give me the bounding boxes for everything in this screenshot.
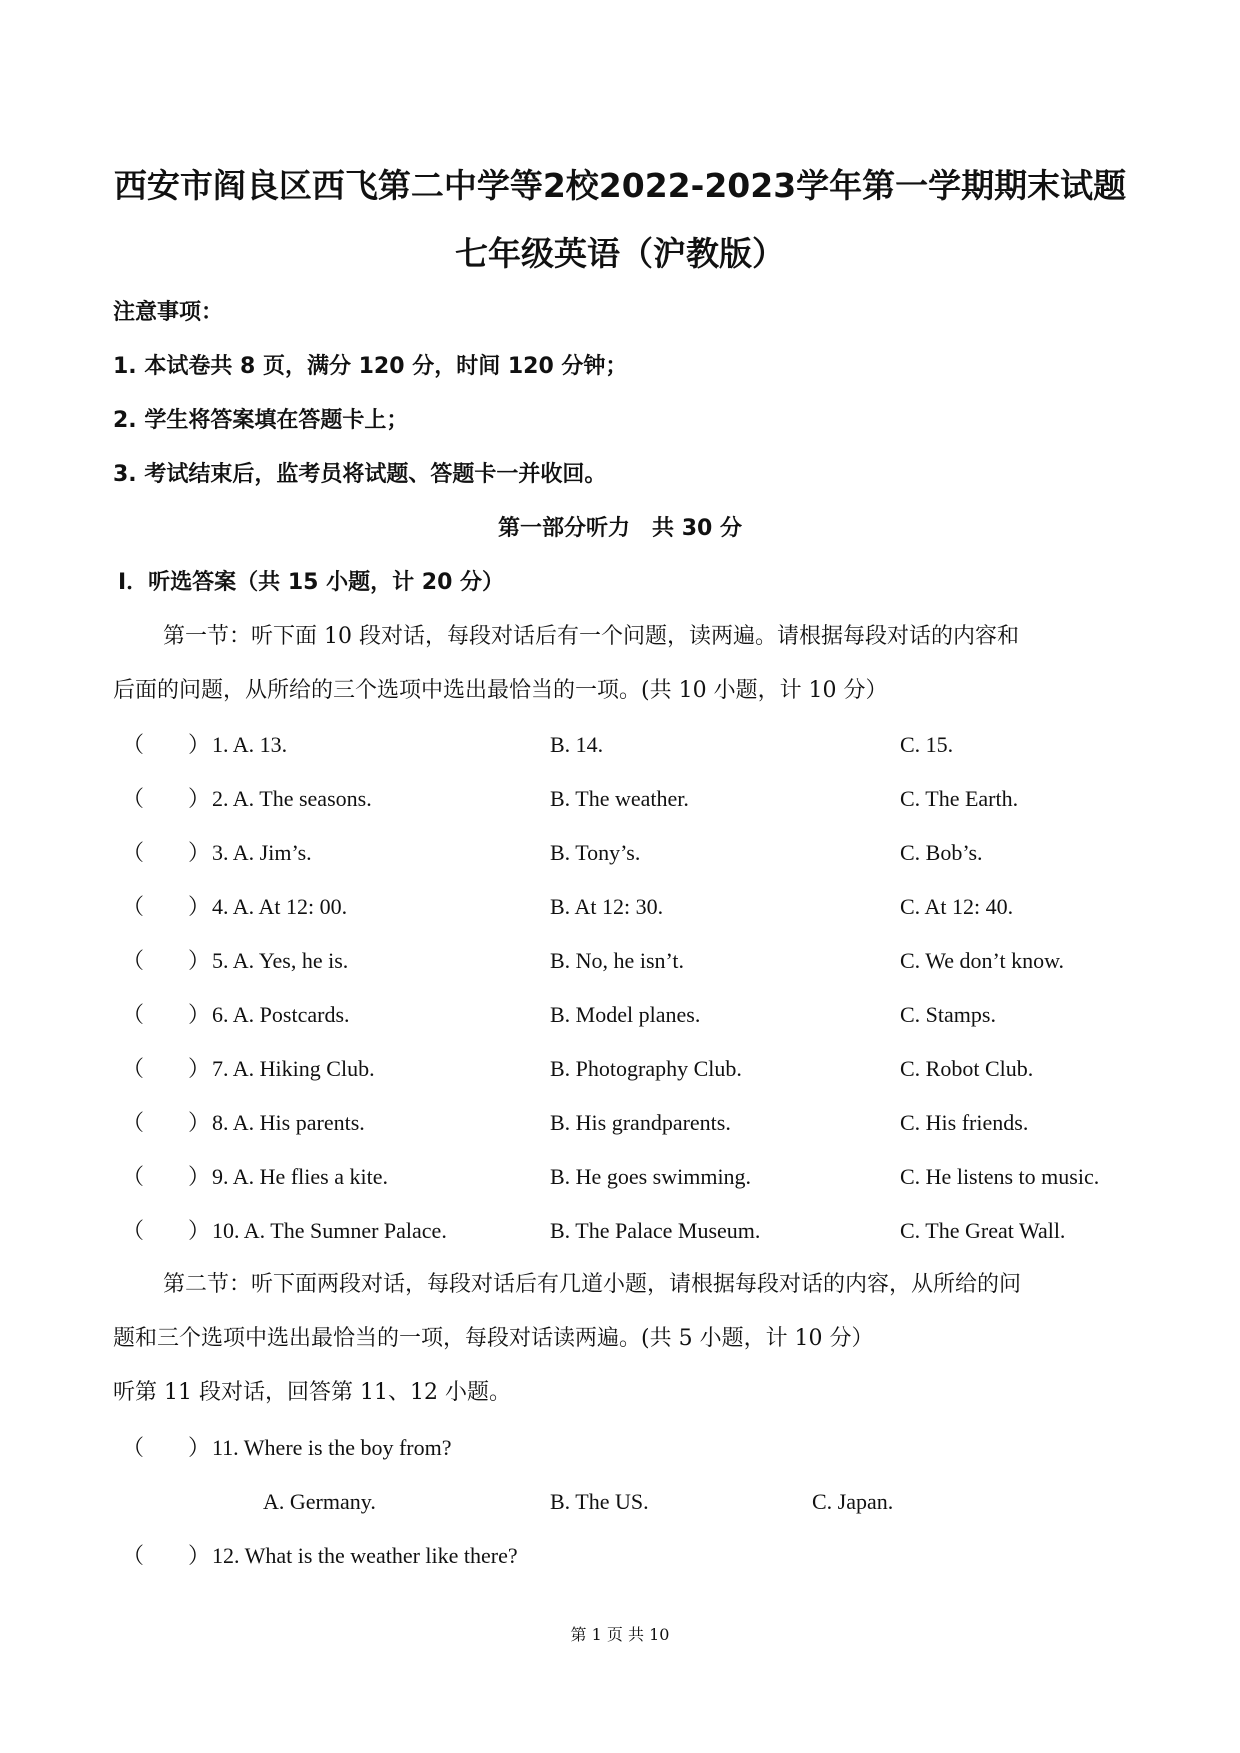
option-a: 8. A. His parents. [212,1110,365,1135]
answer-bracket[interactable]: （ ） [122,840,211,865]
page-footer: 第 1 页 共 10 [570,1625,670,1644]
option-b: B. The US. [550,1489,649,1514]
section-heading: Ⅰ．听选答案（共 15 小题，计 20 分） [118,570,505,595]
option-b: B. Photography Club. [550,1056,742,1081]
answer-bracket[interactable]: （ ） [122,1543,211,1568]
answer-bracket[interactable]: （ ） [122,786,211,811]
option-b: B. The Palace Museum. [550,1218,761,1243]
answer-bracket[interactable]: （ ） [122,1435,211,1460]
option-c: C. The Great Wall. [900,1218,1066,1243]
sub1-instructions-line1: 第一节：听下面 10 段对话，每段对话后有一个问题，读两遍。请根据每段对话的内容和 [163,624,1019,649]
option-a: 7. A. Hiking Club. [212,1056,375,1081]
dialogue-11-intro: 听第 11 段对话，回答第 11、12 小题。 [113,1380,511,1405]
option-c: C. His friends. [900,1110,1029,1135]
answer-bracket[interactable]: （ ） [122,1110,211,1135]
option-c: C. Robot Club. [900,1056,1034,1081]
option-c: C. At 12: 40. [900,894,1014,919]
notes-item-3: 3. 考试结束后，监考员将试题、答题卡一并收回。 [113,462,607,487]
option-c: C. Japan. [812,1489,894,1514]
part1-title: 第一部分听力 共 30 分 [498,516,742,541]
sub2-instructions-line1: 第二节：听下面两段对话，每段对话后有几道小题，请根据每段对话的内容，从所给的问 [163,1272,1022,1297]
answer-bracket[interactable]: （ ） [122,894,211,919]
option-c: C. 15. [900,732,954,757]
option-b: B. 14. [550,732,604,757]
option-a: 6. A. Postcards. [212,1002,350,1027]
question-stem: 11. Where is the boy from? [212,1435,452,1460]
option-b: B. At 12: 30. [550,894,664,919]
option-b: B. He goes swimming. [550,1164,752,1189]
option-a: 4. A. At 12: 00. [212,894,348,919]
sub2-instructions-line2: 题和三个选项中选出最恰当的一项，每段对话读两遍。(共 5 小题，计 10 分） [113,1326,874,1351]
option-a: A. Germany. [263,1489,376,1514]
option-c: C. The Earth. [900,786,1019,811]
notes-item-1: 1. 本试卷共 8 页，满分 120 分，时间 120 分钟； [113,354,628,379]
page-title-line1: 西安市阎良区西飞第二中学等2校2022-2023学年第一学期期末试题 [113,166,1127,205]
answer-bracket[interactable]: （ ） [122,1002,211,1027]
option-b: B. Tony’s. [550,840,641,865]
answer-bracket[interactable]: （ ） [122,1218,211,1243]
option-a: 5. A. Yes, he is. [212,948,349,973]
option-a: 1. A. 13. [212,732,288,757]
notes-item-2: 2. 学生将答案填在答题卡上； [113,408,409,433]
sub1-instructions-line2: 后面的问题，从所给的三个选项中选出最恰当的一项。(共 10 小题，计 10 分） [113,678,888,703]
page-title-line2: 七年级英语（沪教版） [455,234,785,273]
question-stem: 12. What is the weather like there? [212,1543,518,1568]
option-a: 10. A. The Sumner Palace. [212,1218,447,1243]
answer-bracket[interactable]: （ ） [122,1164,211,1189]
option-c: C. He listens to music. [900,1164,1100,1189]
option-a: 2. A. The seasons. [212,786,372,811]
answer-bracket[interactable]: （ ） [122,948,211,973]
option-b: B. Model planes. [550,1002,701,1027]
option-a: 9. A. He flies a kite. [212,1164,388,1189]
option-c: C. Bob’s. [900,840,983,865]
option-b: B. No, he isn’t. [550,948,685,973]
answer-bracket[interactable]: （ ） [122,732,211,757]
option-b: B. The weather. [550,786,689,811]
answer-bracket[interactable]: （ ） [122,1056,211,1081]
option-c: C. Stamps. [900,1002,996,1027]
option-b: B. His grandparents. [550,1110,731,1135]
option-a: 3. A. Jim’s. [212,840,312,865]
notes-heading: 注意事项： [113,300,224,325]
option-c: C. We don’t know. [900,948,1065,973]
